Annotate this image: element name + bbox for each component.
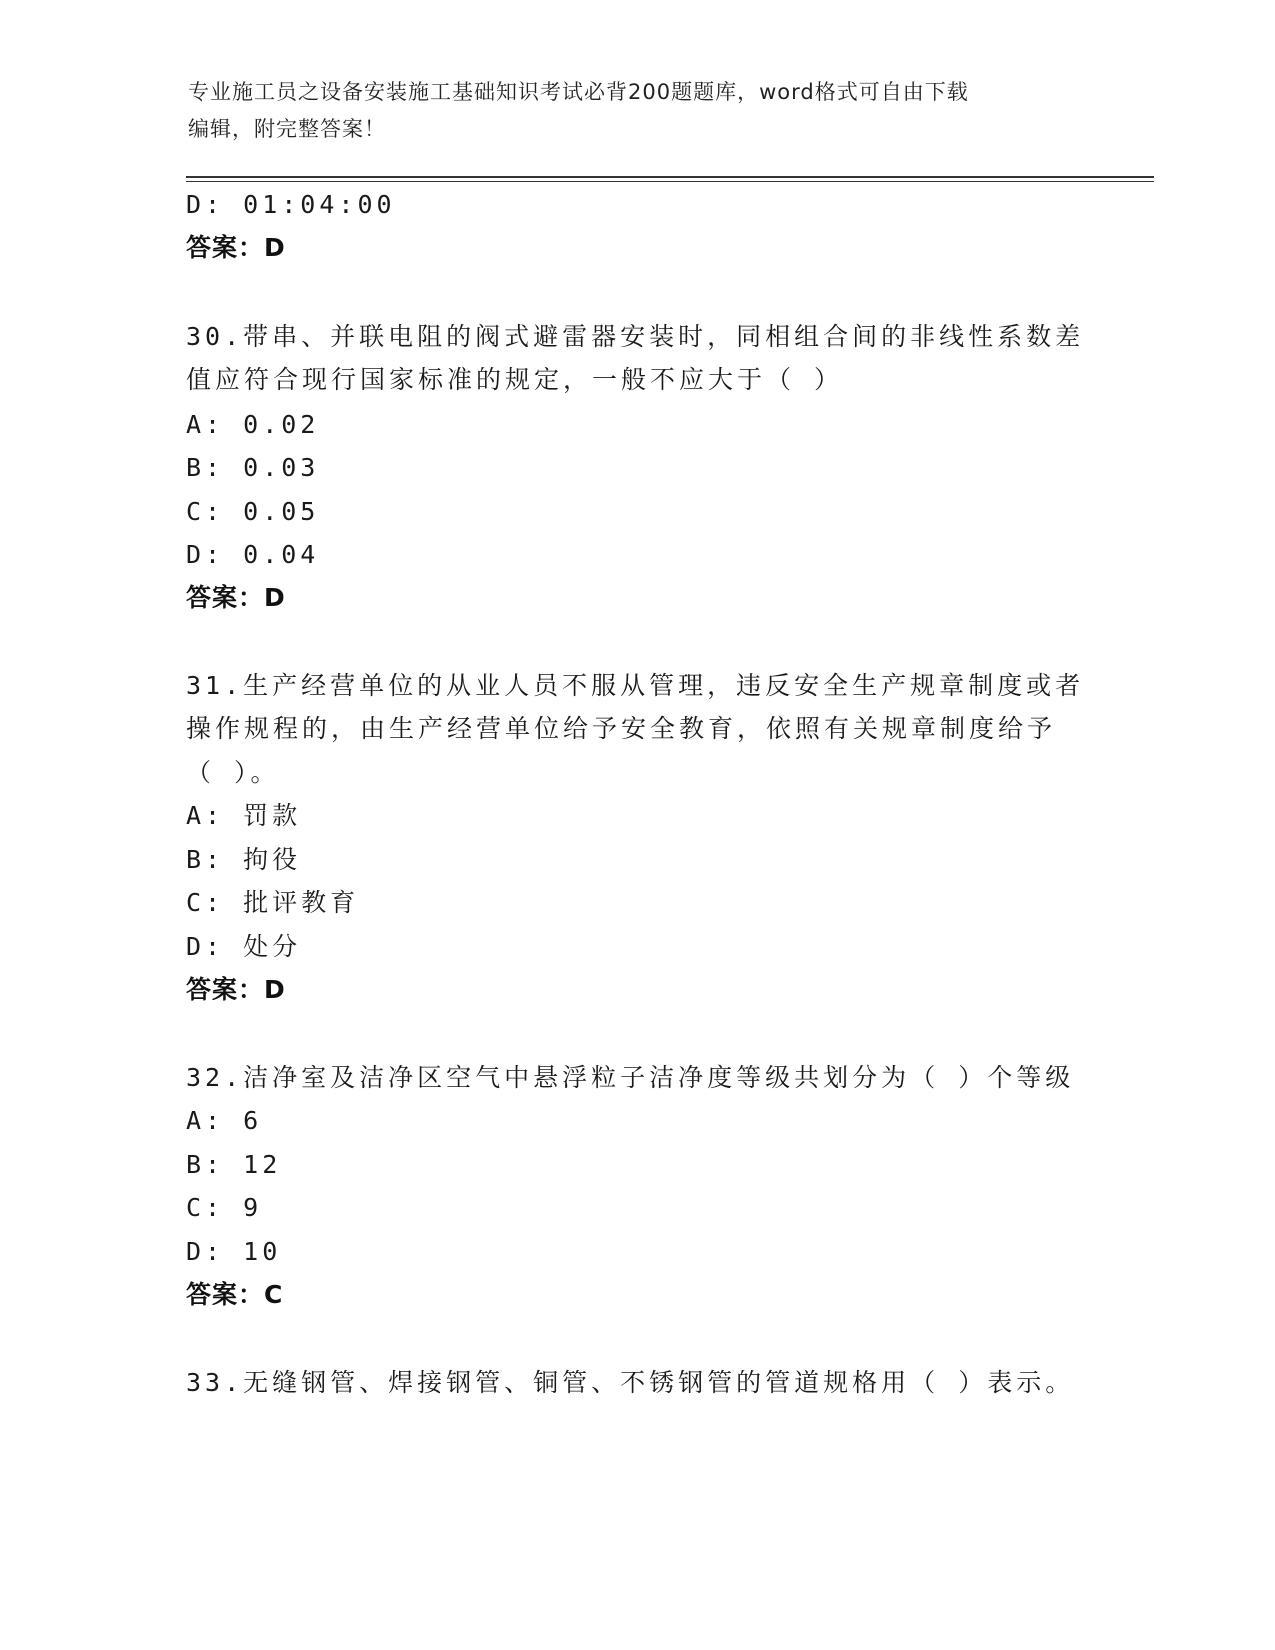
q30-option-c: C: 0.05 [186, 497, 320, 526]
q32-option-a: A: 6 [186, 1106, 263, 1135]
q31-option-d: D: 处分 [186, 932, 302, 961]
q30-answer: 答案：D [186, 583, 286, 612]
q31-answer: 答案：D [186, 975, 286, 1004]
q31-stem-line-3: （ ）。 [186, 758, 280, 787]
document-header [188, 74, 1088, 148]
header-title-line-1: 专业施工员之设备安装施工基础知识考试必背200题题库，word格式可自由下载 [188, 80, 969, 104]
q31-option-b: B: 拘役 [186, 845, 302, 874]
q30-option-a: A: 0.02 [186, 410, 320, 439]
q33-stem-line-1: 33.无缝钢管、焊接钢管、铜管、不锈钢管的管道规格用（ ）表示。 [186, 1368, 1075, 1397]
q31-stem-line-1: 31.生产经营单位的从业人员不服从管理，违反安全生产规章制度或者 [186, 671, 1085, 700]
header-divider-thick [186, 176, 1154, 178]
q32-option-d: D: 10 [186, 1237, 282, 1266]
q32-option-c: C: 9 [186, 1193, 263, 1222]
header-title-line-2: 编辑，附完整答案！ [188, 117, 386, 141]
q32-stem-line-1: 32.洁净室及洁净区空气中悬浮粒子洁净度等级共划分为（ ）个等级 [186, 1063, 1075, 1092]
q30-option-d: D: 0.04 [186, 540, 320, 569]
header-divider-thin [186, 181, 1154, 182]
q30-stem-line-2: 值应符合现行国家标准的规定，一般不应大于（ ） [186, 365, 844, 394]
q32-option-b: B: 12 [186, 1150, 282, 1179]
q31-option-c: C: 批评教育 [186, 888, 360, 917]
q32-answer: 答案：C [186, 1280, 284, 1309]
q31-option-a: A: 罚款 [186, 801, 302, 830]
q29-answer: 答案：D [186, 233, 286, 262]
q29-option-d: D: 01:04:00 [186, 190, 396, 219]
q31-stem-line-2: 操作规程的，由生产经营单位给予安全教育，依照有关规章制度给予 [186, 714, 1057, 743]
q30-option-b: B: 0.03 [186, 453, 320, 482]
q30-stem-line-1: 30.带串、并联电阻的阀式避雷器安装时，同相组合间的非线性系数差 [186, 322, 1085, 351]
